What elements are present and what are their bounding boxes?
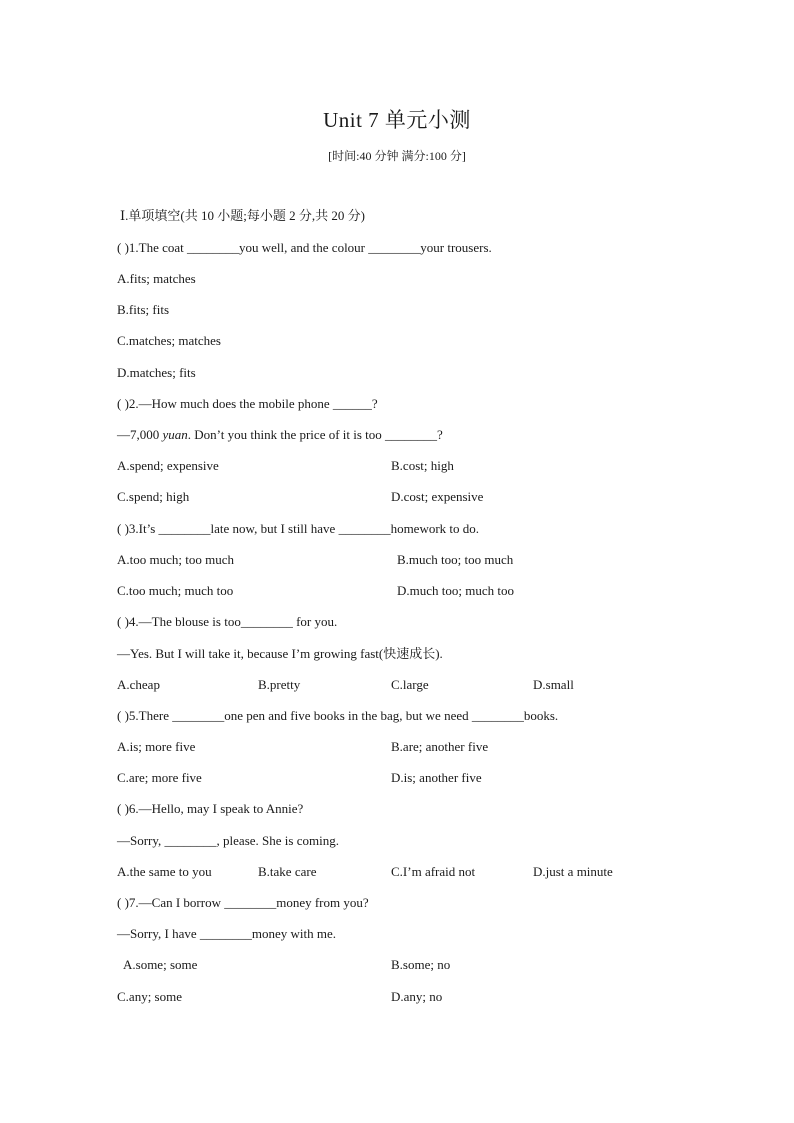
question-2-option-d: D.cost; expensive xyxy=(391,489,484,504)
question-1-stem: ( )1.The coat ________you well, and the colour ________your trousers. xyxy=(117,240,492,255)
question-5-option-b: B.are; another five xyxy=(391,739,489,754)
question-6-option-b: B.take care xyxy=(258,864,317,879)
question-1-option-c: C.matches; matches xyxy=(117,333,221,348)
question-4-option-a: A.cheap xyxy=(117,677,160,692)
section-heading: Ⅰ.单项填空(共 10 小题;每小题 2 分,共 20 分) xyxy=(120,208,365,223)
page-title: Unit 7 单元小测 xyxy=(323,108,471,132)
question-7-option-c: C.any; some xyxy=(117,989,182,1004)
question-4-reply: —Yes. But I will take it, because I’m growing fast(快速成长). xyxy=(117,646,443,661)
question-5-stem: ( )5.There ________one pen and five books in the bag, but we need ________books. xyxy=(117,708,559,723)
question-1-option-a: A.fits; matches xyxy=(117,271,196,286)
question-5-option-d: D.is; another five xyxy=(391,770,482,785)
question-2-option-b: B.cost; high xyxy=(391,458,454,473)
question-5-option-a: A.is; more five xyxy=(117,739,196,754)
question-2-option-a: A.spend; expensive xyxy=(117,458,219,473)
time-score-info: [时间:40 分钟 满分:100 分] xyxy=(328,149,466,163)
question-6-reply: —Sorry, ________, please. She is coming. xyxy=(117,833,339,848)
question-6-option-d: D.just a minute xyxy=(533,864,613,879)
question-3-option-c: C.too much; much too xyxy=(117,583,234,598)
question-4-option-b: B.pretty xyxy=(258,677,301,692)
question-5-option-c: C.are; more five xyxy=(117,770,202,785)
question-2-reply-currency: yuan xyxy=(162,427,188,442)
question-7-option-d: D.any; no xyxy=(391,989,443,1004)
question-2-reply xyxy=(117,427,443,443)
question-3-stem: ( )3.It’s ________late now, but I still have ________homework to do. xyxy=(117,521,480,536)
question-2-stem: ( )2.—How much does the mobile phone ______? xyxy=(117,396,378,411)
question-1-option-b: B.fits; fits xyxy=(117,302,170,317)
question-6-stem: ( )6.—Hello, may I speak to Annie? xyxy=(117,801,304,816)
question-7-reply: —Sorry, I have ________money with me. xyxy=(117,926,337,941)
question-6-option-c: C.I’m afraid not xyxy=(391,864,476,879)
question-4-option-c: C.large xyxy=(391,677,429,692)
question-3-option-d: D.much too; much too xyxy=(397,583,514,598)
question-6-option-a: A.the same to you xyxy=(117,864,212,879)
question-3-option-a: A.too much; too much xyxy=(117,552,234,567)
question-3-option-b: B.much too; too much xyxy=(397,552,514,567)
question-7-option-b: B.some; no xyxy=(391,957,451,972)
question-7-stem: ( )7.—Can I borrow ________money from you? xyxy=(117,895,369,910)
question-1-option-d: D.matches; fits xyxy=(117,365,196,380)
question-7-option-a: A.some; some xyxy=(123,957,198,972)
question-2-option-c: C.spend; high xyxy=(117,489,190,504)
question-4-stem: ( )4.—The blouse is too________ for you. xyxy=(117,614,338,629)
question-4-option-d: D.small xyxy=(533,677,574,692)
question-2-reply-end: . Don’t you think the price of it is too ________? xyxy=(187,427,443,442)
question-2-reply-start: —7,000 xyxy=(117,427,163,442)
